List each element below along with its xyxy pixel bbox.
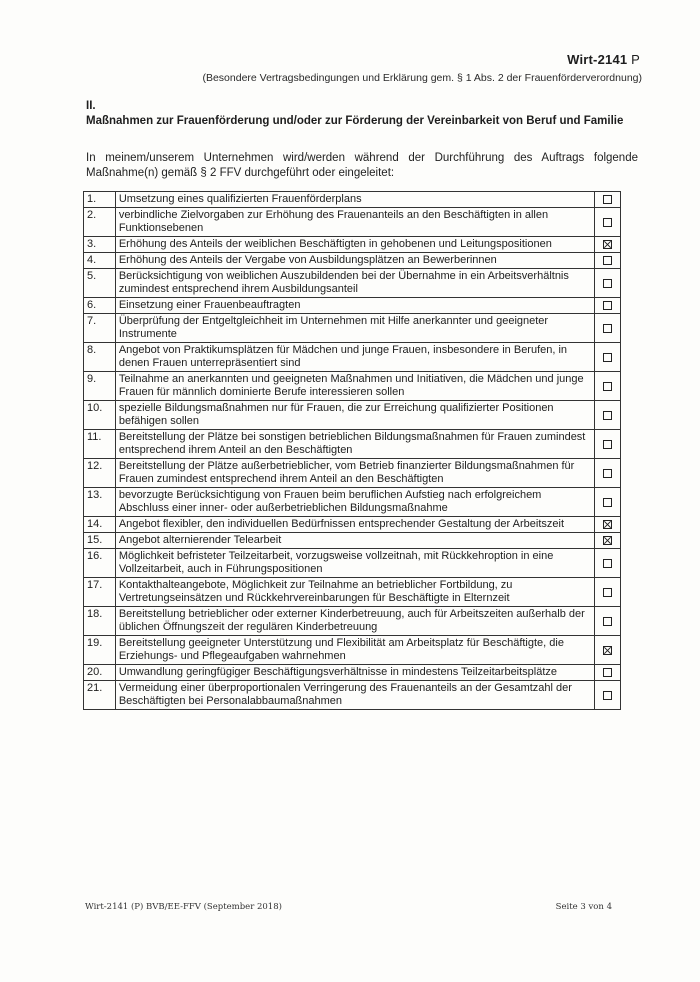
measure-checkbox-cell bbox=[595, 430, 621, 459]
measure-checkbox-cell bbox=[595, 607, 621, 636]
measure-checkbox-cell bbox=[595, 298, 621, 314]
unchecked-checkbox[interactable] bbox=[603, 218, 612, 227]
measure-number: 5. bbox=[84, 269, 116, 298]
measure-row bbox=[84, 237, 621, 253]
measure-row bbox=[84, 607, 621, 636]
measure-checkbox-cell bbox=[595, 665, 621, 681]
measure-checkbox-cell bbox=[595, 343, 621, 372]
measure-row bbox=[84, 459, 621, 488]
measure-number: 4. bbox=[84, 253, 116, 269]
measure-text: Angebot flexibler, den individuellen Bedürfnissen entsprechender Gestaltung der Arbeitszeit bbox=[115, 517, 595, 533]
measure-row bbox=[84, 208, 621, 237]
measure-text: Bereitstellung der Plätze außerbetrieblicher, vom Betrieb finanzierter Bildungsmaßnahmen für Frauen zumindest entsprechend ihrem Anteil an den Beschäftigten bbox=[115, 459, 595, 488]
measure-checkbox-cell bbox=[595, 372, 621, 401]
measure-text: Überprüfung der Entgeltgleichheit im Unternehmen mit Hilfe anerkannter und geeigneter Instrumente bbox=[115, 314, 595, 343]
unchecked-checkbox[interactable] bbox=[603, 617, 612, 626]
measure-row bbox=[84, 488, 621, 517]
measure-number: 12. bbox=[84, 459, 116, 488]
measure-row bbox=[84, 298, 621, 314]
measure-checkbox-cell bbox=[595, 578, 621, 607]
measure-number: 21. bbox=[84, 681, 116, 710]
unchecked-checkbox[interactable] bbox=[603, 559, 612, 568]
unchecked-checkbox[interactable] bbox=[603, 588, 612, 597]
measure-checkbox-cell bbox=[595, 549, 621, 578]
unchecked-checkbox[interactable] bbox=[603, 301, 612, 310]
measure-text: Kontakthalteangebote, Möglichkeit zur Teilnahme an betrieblicher Fortbildung, zu Vertretungseinsätzen und Rückkehrvereinbarungen für Beschäftigte in Elternzeit bbox=[115, 578, 595, 607]
measure-checkbox-cell bbox=[595, 681, 621, 710]
measure-text: spezielle Bildungsmaßnahmen nur für Frauen, die zur Erreichung qualifizierter Positionen befähigen sollen bbox=[115, 401, 595, 430]
measure-text: Erhöhung des Anteils der Vergabe von Ausbildungsplätzen an Bewerberinnen bbox=[115, 253, 595, 269]
measure-number: 20. bbox=[84, 665, 116, 681]
measures-table-body bbox=[84, 192, 621, 710]
measure-row bbox=[84, 430, 621, 459]
measure-number: 3. bbox=[84, 237, 116, 253]
measure-row bbox=[84, 314, 621, 343]
unchecked-checkbox[interactable] bbox=[603, 469, 612, 478]
unchecked-checkbox[interactable] bbox=[603, 353, 612, 362]
measure-number: 10. bbox=[84, 401, 116, 430]
measure-row bbox=[84, 253, 621, 269]
measure-row bbox=[84, 517, 621, 533]
measure-text: Angebot von Praktikumsplätzen für Mädchen und junge Frauen, insbesondere in Berufen, in denen Frauen unterrepräsentiert sind bbox=[115, 343, 595, 372]
measures-table bbox=[83, 191, 621, 710]
measure-text: Angebot alternierender Telearbeit bbox=[115, 533, 595, 549]
measure-checkbox-cell bbox=[595, 459, 621, 488]
unchecked-checkbox[interactable] bbox=[603, 668, 612, 677]
section-heading: Maßnahmen zur Frauenförderung und/oder zur Förderung der Vereinbarkeit von Beruf und Familie bbox=[86, 115, 624, 127]
measure-row bbox=[84, 636, 621, 665]
form-id bbox=[567, 52, 640, 67]
section-number: II. bbox=[86, 100, 96, 112]
measure-number: 6. bbox=[84, 298, 116, 314]
footer-form-reference: Wirt-2141 (P) BVB/EE-FFV (September 2018) bbox=[85, 902, 282, 912]
measure-text: Erhöhung des Anteils der weiblichen Beschäftigten in gehobenen und Leitungspositionen bbox=[115, 237, 595, 253]
measure-text: bevorzugte Berücksichtigung von Frauen beim beruflichen Aufstieg nach erfolgreichem Abschluss einer inner- oder außerbetrieblichen Bildungsmaßnahme bbox=[115, 488, 595, 517]
measure-checkbox-cell bbox=[595, 192, 621, 208]
measure-number: 16. bbox=[84, 549, 116, 578]
measure-number: 19. bbox=[84, 636, 116, 665]
measure-row bbox=[84, 533, 621, 549]
unchecked-checkbox[interactable] bbox=[603, 279, 612, 288]
checked-checkbox[interactable] bbox=[603, 240, 612, 249]
measure-checkbox-cell bbox=[595, 401, 621, 430]
measure-number: 7. bbox=[84, 314, 116, 343]
measure-checkbox-cell bbox=[595, 488, 621, 517]
measure-number: 1. bbox=[84, 192, 116, 208]
measure-checkbox-cell bbox=[595, 533, 621, 549]
measure-checkbox-cell bbox=[595, 208, 621, 237]
measure-checkbox-cell bbox=[595, 517, 621, 533]
form-subtitle: (Besondere Vertragsbedingungen und Erklärung gem. § 1 Abs. 2 der Frauenförderverordnung) bbox=[202, 72, 642, 84]
unchecked-checkbox[interactable] bbox=[603, 440, 612, 449]
measure-row bbox=[84, 401, 621, 430]
measure-text: Umsetzung eines qualifizierten Frauenförderplans bbox=[115, 192, 595, 208]
form-id-suffix: P bbox=[631, 52, 640, 67]
measure-text: Teilnahme an anerkannten und geeigneten Maßnahmen und Initiativen, die Mädchen und junge Frauen für männlich dominierte Berufe interessieren sollen bbox=[115, 372, 595, 401]
measure-number: 15. bbox=[84, 533, 116, 549]
measure-text: Bereitstellung der Plätze bei sonstigen betrieblichen Bildungsmaßnahmen für Frauen zumindest entsprechend ihrem Anteil an den Beschäftigten bbox=[115, 430, 595, 459]
measure-number: 17. bbox=[84, 578, 116, 607]
checked-checkbox[interactable] bbox=[603, 646, 612, 655]
measure-number: 18. bbox=[84, 607, 116, 636]
measure-row bbox=[84, 192, 621, 208]
measure-number: 14. bbox=[84, 517, 116, 533]
unchecked-checkbox[interactable] bbox=[603, 195, 612, 204]
measure-number: 13. bbox=[84, 488, 116, 517]
measure-checkbox-cell bbox=[595, 253, 621, 269]
measure-text: verbindliche Zielvorgaben zur Erhöhung des Frauenanteils an den Beschäftigten in allen Funktionsebenen bbox=[115, 208, 595, 237]
section-intro: In meinem/unserem Unternehmen wird/werden während der Durchführung des Auftrags folgende Maßnahme(n) gemäß § 2 FFV durchgeführt oder eingeleitet: bbox=[86, 152, 638, 179]
form-id-code: Wirt-2141 bbox=[567, 52, 628, 67]
measure-row bbox=[84, 578, 621, 607]
unchecked-checkbox[interactable] bbox=[603, 382, 612, 391]
measure-number: 9. bbox=[84, 372, 116, 401]
unchecked-checkbox[interactable] bbox=[603, 498, 612, 507]
measure-text: Vermeidung einer überproportionalen Verringerung des Frauenanteils an der Gesamtzahl der Beschäftigten bei Personalabbaumaßnahmen bbox=[115, 681, 595, 710]
checked-checkbox[interactable] bbox=[603, 520, 612, 529]
measure-row bbox=[84, 269, 621, 298]
measure-checkbox-cell bbox=[595, 269, 621, 298]
footer-page-number: Seite 3 von 4 bbox=[555, 902, 612, 912]
measure-checkbox-cell bbox=[595, 636, 621, 665]
measure-text: Berücksichtigung von weiblichen Auszubildenden bei der Übernahme in ein Arbeitsverhältnis zumindest entsprechend ihrem Ausbildungsanteil bbox=[115, 269, 595, 298]
unchecked-checkbox[interactable] bbox=[603, 411, 612, 420]
checked-checkbox[interactable] bbox=[603, 536, 612, 545]
measure-text: Möglichkeit befristeter Teilzeitarbeit, vorzugsweise vollzeitnah, mit Rückkehroption in eine Vollzeitarbeit, auch in Führungspositionen bbox=[115, 549, 595, 578]
unchecked-checkbox[interactable] bbox=[603, 324, 612, 333]
measure-number: 11. bbox=[84, 430, 116, 459]
measure-number: 8. bbox=[84, 343, 116, 372]
measure-text: Umwandlung geringfügiger Beschäftigungsverhältnisse in mindestens Teilzeitarbeitsplätze bbox=[115, 665, 595, 681]
measure-row bbox=[84, 681, 621, 710]
measure-text: Bereitstellung geeigneter Unterstützung und Flexibilität am Arbeitsplatz für Beschäftigte, die Erziehungs- und Pflegeaufgaben wahrnehmen bbox=[115, 636, 595, 665]
unchecked-checkbox[interactable] bbox=[603, 691, 612, 700]
measure-number: 2. bbox=[84, 208, 116, 237]
measure-text: Bereitstellung betrieblicher oder externer Kinderbetreuung, auch für Arbeitszeiten außerhalb der üblichen Öffnungszeit der regulären Kinderbetreuung bbox=[115, 607, 595, 636]
measure-row bbox=[84, 665, 621, 681]
measure-row bbox=[84, 372, 621, 401]
measure-checkbox-cell bbox=[595, 237, 621, 253]
measure-row bbox=[84, 343, 621, 372]
measure-text: Einsetzung einer Frauenbeauftragten bbox=[115, 298, 595, 314]
unchecked-checkbox[interactable] bbox=[603, 256, 612, 265]
measure-checkbox-cell bbox=[595, 314, 621, 343]
measure-row bbox=[84, 549, 621, 578]
